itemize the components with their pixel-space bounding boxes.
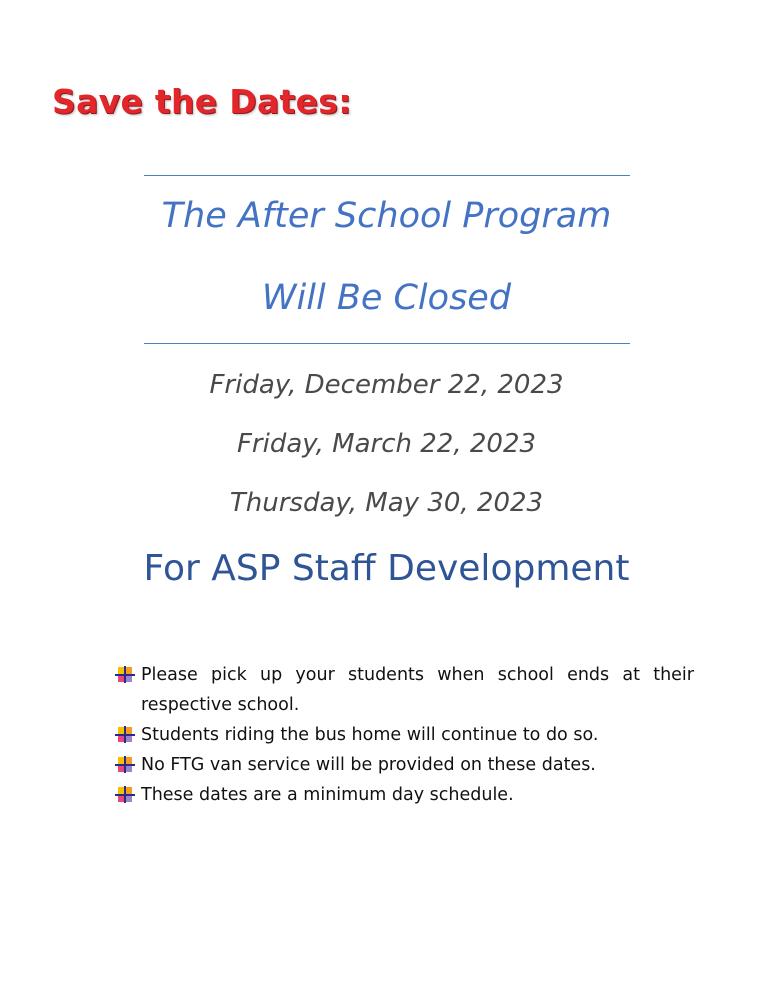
- notice-title-line-2: Will Be Closed: [261, 278, 512, 318]
- bottom-divider: [144, 343, 630, 344]
- closure-date-3: Thursday, May 30, 2023: [229, 488, 544, 518]
- four-square-bullet-icon: [114, 786, 136, 804]
- bullet-text: Please pick up your students when school ends at their respective school.: [141, 665, 694, 715]
- bullet-item: [114, 750, 694, 780]
- closure-date-1: Friday, December 22, 2023: [209, 370, 564, 400]
- bullet-item: [114, 780, 694, 810]
- bullet-item: [114, 660, 694, 720]
- four-square-bullet-icon: [114, 666, 136, 684]
- info-bullet-list: [114, 660, 694, 810]
- bullet-text: Students riding the bus home will continue to do so.: [141, 725, 599, 745]
- bullet-text: No FTG van service will be provided on these dates.: [141, 755, 596, 775]
- top-divider: [144, 175, 630, 176]
- purpose-line: For ASP Staff Development: [143, 548, 630, 589]
- four-square-bullet-icon: [114, 726, 136, 744]
- four-square-bullet-icon: [114, 756, 136, 774]
- bullet-text: These dates are a minimum day schedule.: [141, 785, 514, 805]
- bullet-item: [114, 720, 694, 750]
- closure-date-2: Friday, March 22, 2023: [236, 429, 537, 459]
- notice-title-line-1: The After School Program: [161, 196, 612, 236]
- save-the-dates-heading: Save the Dates:: [52, 82, 352, 121]
